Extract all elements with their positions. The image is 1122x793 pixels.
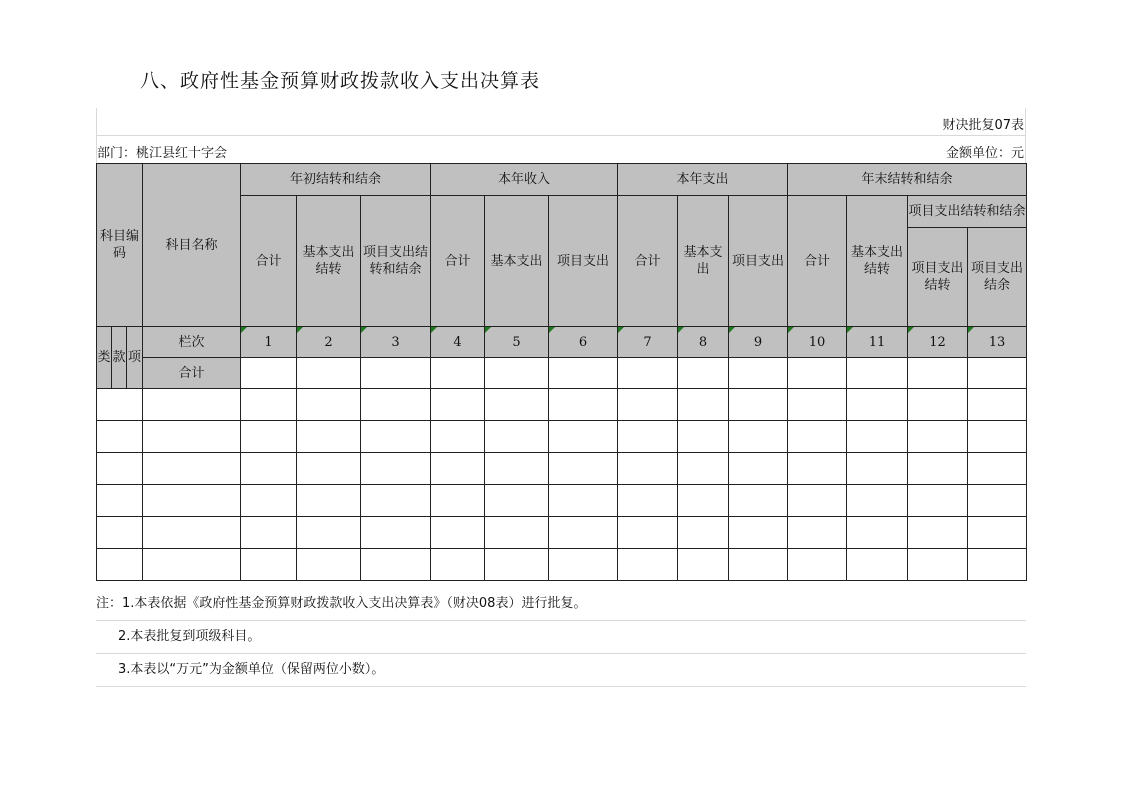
department-label: 部门：桃江县红十字会 [97, 146, 228, 161]
table-cell[interactable] [549, 421, 618, 453]
sum-row-label: 合计 [143, 358, 241, 389]
fund-budget-table [96, 163, 1027, 581]
table-row [97, 389, 1027, 421]
table-cell[interactable] [361, 358, 431, 389]
table-cell[interactable] [908, 549, 968, 581]
column-number: 11 [847, 327, 908, 358]
table-cell[interactable] [549, 453, 618, 485]
table-cell[interactable] [241, 421, 297, 453]
column-number: 9 [729, 327, 788, 358]
income-project-header: 项目支出 [549, 196, 618, 327]
subject-name-header: 科目名称 [143, 164, 241, 327]
table-cell[interactable] [241, 485, 297, 517]
table-cell[interactable] [678, 389, 729, 421]
column-number: 13 [968, 327, 1027, 358]
current-income-group-header: 本年收入 [431, 164, 618, 196]
table-cell[interactable] [729, 549, 788, 581]
table-cell[interactable] [729, 517, 788, 549]
income-total-header: 合计 [431, 196, 485, 327]
category-kuan-header: 款 [112, 327, 127, 389]
table-cell[interactable] [847, 517, 908, 549]
table-cell[interactable] [297, 549, 361, 581]
table-cell[interactable] [431, 421, 485, 453]
table-cell[interactable] [729, 453, 788, 485]
opening-basic-carry-header: 基本支出结转 [297, 196, 361, 327]
table-cell[interactable] [297, 517, 361, 549]
table-cell[interactable] [678, 485, 729, 517]
subject-name-cell[interactable] [143, 453, 241, 485]
table-cell[interactable] [485, 389, 549, 421]
table-cell[interactable] [729, 389, 788, 421]
current-expense-group-header: 本年支出 [618, 164, 788, 196]
table-cell[interactable] [431, 549, 485, 581]
table-cell[interactable] [908, 389, 968, 421]
table-cell[interactable] [788, 485, 847, 517]
table-cell[interactable] [847, 389, 908, 421]
table-cell[interactable] [968, 517, 1027, 549]
table-cell[interactable] [485, 421, 549, 453]
table-cell[interactable] [431, 485, 485, 517]
table-cell[interactable] [968, 485, 1027, 517]
subject-code-header: 科目编码 [97, 164, 143, 327]
table-cell[interactable] [549, 549, 618, 581]
table-cell[interactable] [618, 485, 678, 517]
closing-project-carry-header: 项目支出结转 [908, 228, 968, 327]
table-cell[interactable] [788, 358, 847, 389]
subject-code-cell[interactable] [97, 453, 143, 485]
table-cell[interactable] [968, 358, 1027, 389]
table-cell[interactable] [908, 517, 968, 549]
closing-basic-carry-header: 基本支出结转 [847, 196, 908, 327]
table-cell[interactable] [729, 421, 788, 453]
table-cell[interactable] [847, 453, 908, 485]
subject-name-cell[interactable] [143, 485, 241, 517]
subject-name-cell[interactable] [143, 517, 241, 549]
category-lei-header: 类 [97, 327, 112, 389]
table-cell[interactable] [908, 421, 968, 453]
table-cell[interactable] [549, 517, 618, 549]
expense-total-header: 合计 [618, 196, 678, 327]
subject-name-cell[interactable] [143, 421, 241, 453]
opening-balance-group-header: 年初结转和结余 [241, 164, 431, 196]
closing-project-group-header: 项目支出结转和结余 [908, 196, 1027, 228]
table-row [97, 421, 1027, 453]
table-cell[interactable] [485, 358, 549, 389]
table-cell[interactable] [788, 389, 847, 421]
closing-total-header: 合计 [788, 196, 847, 327]
income-basic-header: 基本支出 [485, 196, 549, 327]
table-cell[interactable] [968, 549, 1027, 581]
table-cell[interactable] [431, 389, 485, 421]
column-number: 4 [431, 327, 485, 358]
grid-line [96, 135, 1026, 136]
table-row [97, 485, 1027, 517]
subject-code-cell[interactable] [97, 485, 143, 517]
table-cell[interactable] [678, 517, 729, 549]
column-number: 3 [361, 327, 431, 358]
table-row [97, 549, 1027, 581]
column-number: 8 [678, 327, 729, 358]
table-row [97, 453, 1027, 485]
table-cell[interactable] [549, 358, 618, 389]
table-cell[interactable] [968, 389, 1027, 421]
closing-balance-group-header: 年末结转和结余 [788, 164, 1027, 196]
expense-basic-header: 基本支出 [678, 196, 729, 327]
opening-total-header: 合计 [241, 196, 297, 327]
table-cell[interactable] [297, 358, 361, 389]
table-cell[interactable] [431, 453, 485, 485]
table-row [97, 517, 1027, 549]
table-cell[interactable] [678, 453, 729, 485]
table-cell[interactable] [618, 389, 678, 421]
table-cell[interactable] [297, 421, 361, 453]
column-number: 12 [908, 327, 968, 358]
table-cell[interactable] [847, 549, 908, 581]
subject-name-cell[interactable] [143, 549, 241, 581]
table-cell[interactable] [968, 453, 1027, 485]
note-line: 3.本表以“万元”为金额单位（保留两位小数）。 [96, 654, 1026, 687]
table-cell[interactable] [297, 389, 361, 421]
expense-project-header: 项目支出 [729, 196, 788, 327]
table-cell[interactable] [908, 453, 968, 485]
table-cell[interactable] [847, 485, 908, 517]
table-cell[interactable] [847, 358, 908, 389]
table-cell[interactable] [968, 421, 1027, 453]
table-cell[interactable] [485, 485, 549, 517]
opening-project-carry-header: 项目支出结转和结余 [361, 196, 431, 327]
table-cell[interactable] [618, 358, 678, 389]
table-cell[interactable] [241, 517, 297, 549]
subject-name-cell[interactable] [143, 389, 241, 421]
table-cell[interactable] [361, 421, 431, 453]
column-number: 1 [241, 327, 297, 358]
table-cell[interactable] [361, 389, 431, 421]
table-cell[interactable] [908, 485, 968, 517]
subject-code-cell[interactable] [97, 549, 143, 581]
table-cell[interactable] [788, 421, 847, 453]
subject-code-cell[interactable] [97, 517, 143, 549]
table-cell[interactable] [241, 389, 297, 421]
table-cell[interactable] [618, 517, 678, 549]
column-number: 2 [297, 327, 361, 358]
report-code: 财决批复07表 [942, 118, 1024, 133]
grid-line [96, 108, 97, 163]
table-cell[interactable] [297, 485, 361, 517]
table-cell[interactable] [431, 358, 485, 389]
column-number: 10 [788, 327, 847, 358]
table-cell[interactable] [729, 485, 788, 517]
table-cell[interactable] [361, 549, 431, 581]
table-cell[interactable] [549, 389, 618, 421]
table-cell[interactable] [678, 358, 729, 389]
table-cell[interactable] [297, 453, 361, 485]
table-cell[interactable] [847, 421, 908, 453]
note-line: 2.本表批复到项级科目。 [96, 621, 1026, 654]
amount-unit-label: 金额单位：元 [945, 146, 1024, 161]
table-cell[interactable] [618, 453, 678, 485]
grid-line [1025, 108, 1026, 163]
subject-code-cell[interactable] [97, 389, 143, 421]
table-cell[interactable] [788, 549, 847, 581]
column-number: 7 [618, 327, 678, 358]
table-cell[interactable] [908, 358, 968, 389]
table-cell[interactable] [618, 549, 678, 581]
table-cell[interactable] [485, 453, 549, 485]
table-cell[interactable] [788, 453, 847, 485]
column-number-label: 栏次 [143, 327, 241, 358]
closing-project-balance-header: 项目支出结余 [968, 228, 1027, 327]
table-cell[interactable] [729, 358, 788, 389]
table-cell[interactable] [241, 358, 297, 389]
notes [96, 588, 1026, 687]
column-number: 5 [485, 327, 549, 358]
table-cell[interactable] [618, 421, 678, 453]
column-number: 6 [549, 327, 618, 358]
table-cell[interactable] [678, 549, 729, 581]
table-cell[interactable] [678, 421, 729, 453]
table-cell[interactable] [241, 549, 297, 581]
table-cell[interactable] [788, 517, 847, 549]
table-cell[interactable] [361, 485, 431, 517]
subject-code-cell[interactable] [97, 421, 143, 453]
category-xiang-header: 项 [127, 327, 143, 389]
page-title: 八、政府性基金预算财政拨款收入支出决算表 [140, 70, 541, 92]
table-cell[interactable] [485, 517, 549, 549]
table-cell[interactable] [431, 517, 485, 549]
note-line: 注：1.本表依据《政府性基金预算财政拨款收入支出决算表》（财决08表）进行批复。 [96, 588, 1026, 621]
table-cell[interactable] [549, 485, 618, 517]
table-cell[interactable] [361, 453, 431, 485]
table-cell[interactable] [361, 517, 431, 549]
table-cell[interactable] [485, 549, 549, 581]
table-cell[interactable] [241, 453, 297, 485]
